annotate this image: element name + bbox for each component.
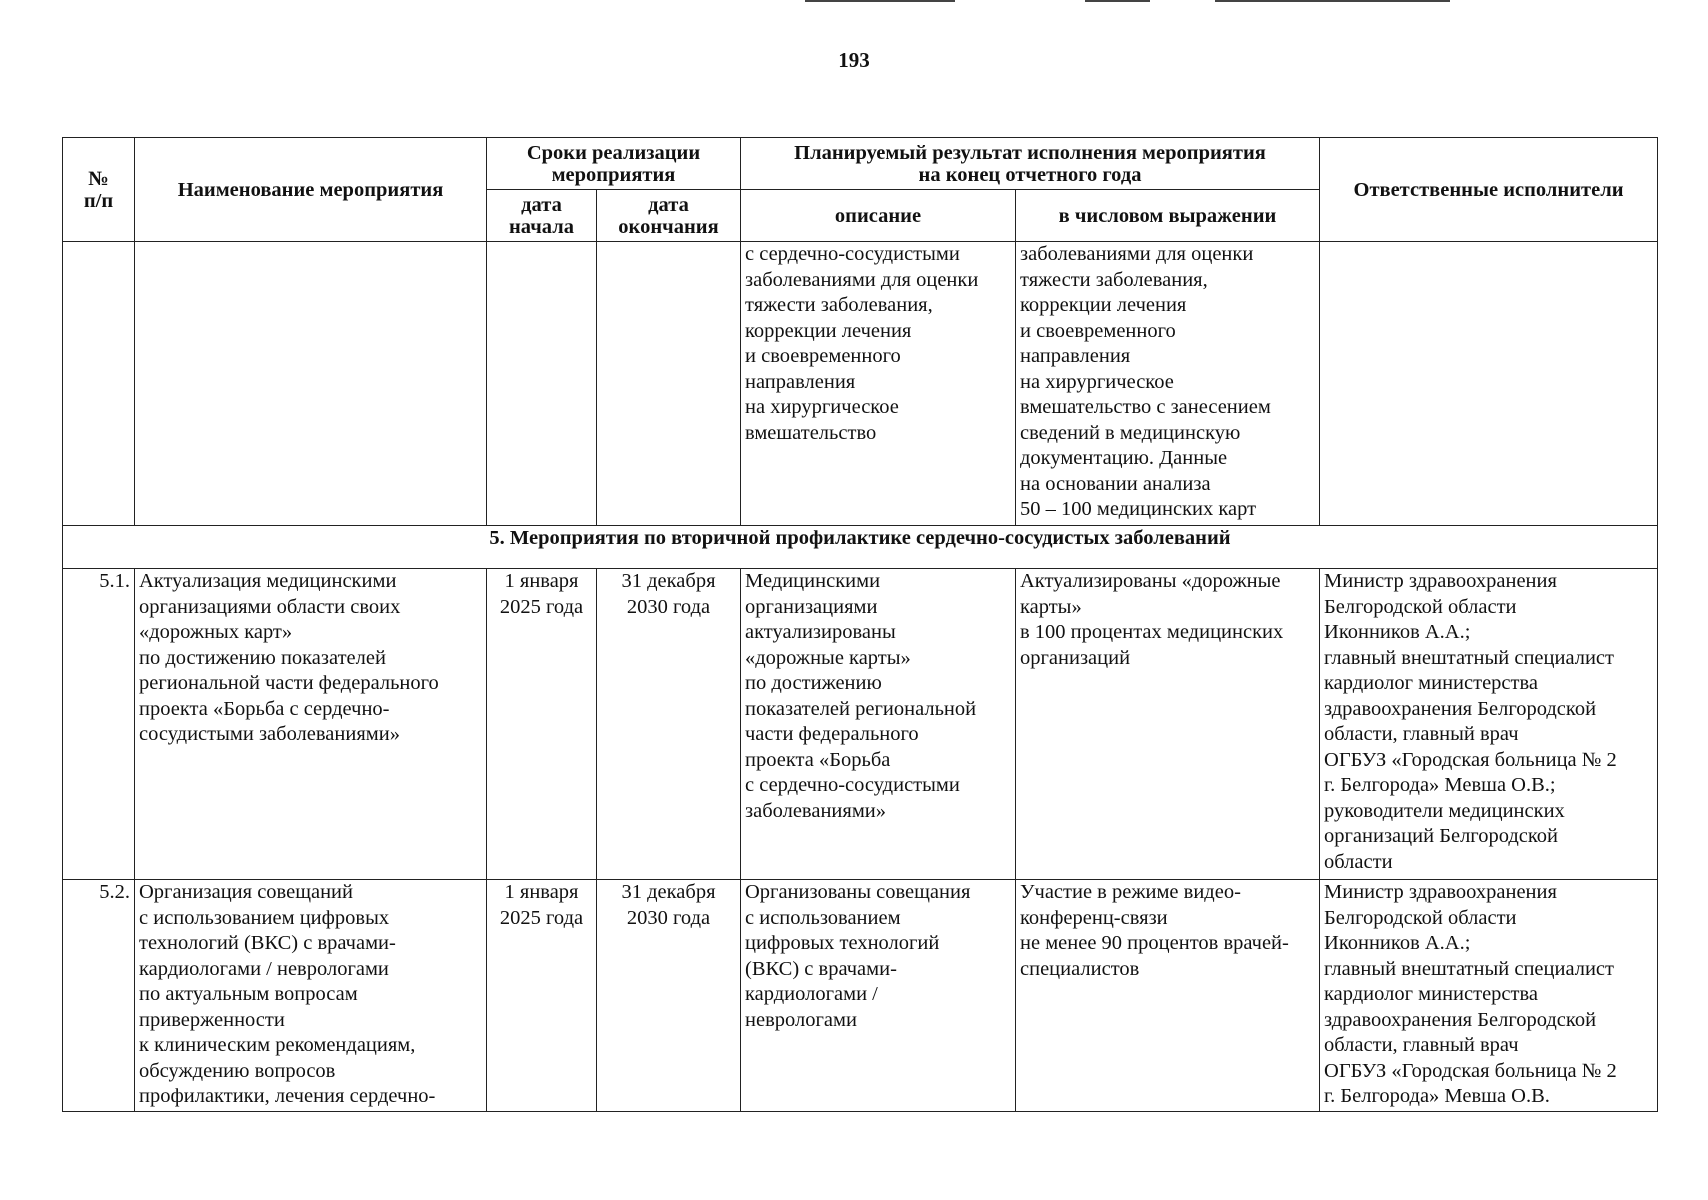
- cell-number: 5.1.: [63, 569, 135, 880]
- cell-description: Организованы совещания с использованием цифровых технологий (ВКС) с врачами- кардиологами / неврологами: [741, 880, 1016, 1112]
- cell-name: [135, 242, 487, 526]
- table-header-row: [63, 138, 1658, 190]
- cell-responsible: [1320, 242, 1658, 526]
- cell-start: 1 января 2025 года: [487, 569, 597, 880]
- cell-number: 5.2.: [63, 880, 135, 1112]
- cell-end: [597, 242, 741, 526]
- cell-numeric: заболеваниями для оценки тяжести заболевания, коррекции лечения и своевременного направления на хирургическое вмешательство с занесением сведений в медицинскую документацию. Данные на основании анализа 50 – 100 медицинских карт: [1016, 242, 1320, 526]
- cell-description: с сердечно-сосудистыми заболеваниями для оценки тяжести заболевания, коррекции лечения и своевременного направления на хирургическое вмешательство: [741, 242, 1016, 526]
- cell-numeric: Актуализированы «дорожные карты» в 100 процентах медицинских организаций: [1016, 569, 1320, 880]
- events-table: [62, 137, 1658, 1112]
- cell-end: 31 декабря 2030 года: [597, 569, 741, 880]
- cell-number: [63, 242, 135, 526]
- header-terms: Сроки реализации мероприятия: [487, 138, 741, 190]
- header-event-name: Наименование мероприятия: [135, 138, 487, 242]
- cell-responsible: Министр здравоохранения Белгородской области Иконников А.А.; главный внештатный специалист кардиолог министерства здравоохранения Белгородской области, главный врач ОГБУЗ «Городская больница № 2 г. Белгорода» Мевша О.В.; руководители медицинских организаций Белгородской области: [1320, 569, 1658, 880]
- section-title: 5. Мероприятия по вторичной профилактике сердечно-сосудистых заболеваний: [63, 526, 1658, 569]
- cell-description: Медицинскими организациями актуализированы «дорожные карты» по достижению показателей региональной части федерального проекта «Борьба с сердечно-сосудистыми заболеваниями»: [741, 569, 1016, 880]
- cell-end: 31 декабря 2030 года: [597, 880, 741, 1112]
- cell-start: 1 января 2025 года: [487, 880, 597, 1112]
- scan-edge-line: [1215, 0, 1450, 2]
- section-row: [63, 526, 1658, 569]
- header-responsible: Ответственные исполнители: [1320, 138, 1658, 242]
- header-start-date: дата начала: [487, 190, 597, 242]
- table-row: [63, 569, 1658, 880]
- header-end-date: дата окончания: [597, 190, 741, 242]
- cell-numeric: Участие в режиме видео- конференц-связи не менее 90 процентов врачей- специалистов: [1016, 880, 1320, 1112]
- header-numeric: в числовом выражении: [1016, 190, 1320, 242]
- header-planned-result: Планируемый результат исполнения мероприятия на конец отчетного года: [741, 138, 1320, 190]
- cell-responsible: Министр здравоохранения Белгородской области Иконников А.А.; главный внештатный специалист кардиолог министерства здравоохранения Белгородской области, главный врач ОГБУЗ «Городская больница № 2 г. Белгорода» Мевша О.В.: [1320, 880, 1658, 1112]
- scan-edge-line: [1085, 0, 1150, 2]
- table-row-continuation: [63, 242, 1658, 526]
- header-description: описание: [741, 190, 1016, 242]
- cell-name: Актуализация медицинскими организациями области своих «дорожных карт» по достижению показателей региональной части федерального проекта «Борьба с сердечно- сосудистыми заболеваниями»: [135, 569, 487, 880]
- table-row: [63, 880, 1658, 1112]
- header-number: № п/п: [63, 138, 135, 242]
- cell-name: Организация совещаний с использованием цифровых технологий (ВКС) с врачами- кардиологами / неврологами по актуальным вопросам приверженности к клиническим рекомендациям, обсуждению вопросов профилактики, лечения сердечно-: [135, 880, 487, 1112]
- cell-start: [487, 242, 597, 526]
- scan-edge-line: [805, 0, 955, 2]
- page-number: 193: [838, 48, 870, 72]
